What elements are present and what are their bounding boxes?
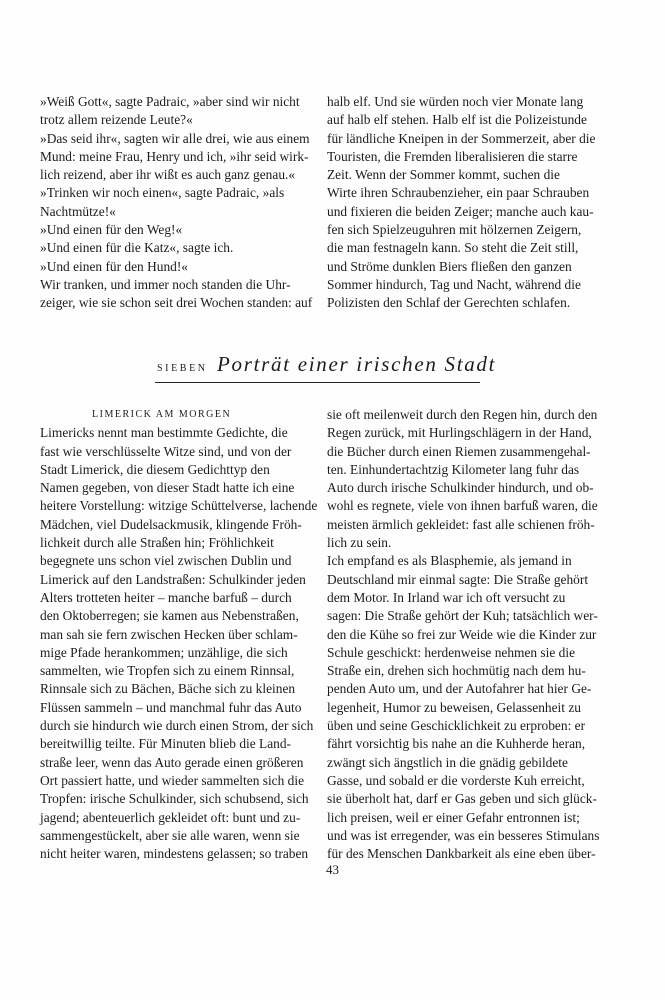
text-line: ten. Einhundertachtzig Kilometer lang fuhr das bbox=[327, 461, 580, 477]
text-line: Wir tranken, und immer noch standen die Uhr- bbox=[40, 276, 291, 292]
text-line: Rinnsale sich zu Bächen, Bäche sich zu kleinen bbox=[40, 681, 296, 697]
text-line: sie überholt hat, darf er Gas geben und sich glück- bbox=[327, 791, 597, 807]
text-line: und was ist erregender, was ein besseres Stimulans bbox=[327, 827, 600, 843]
text-line: wohl es regnete, viele von ihnen barfuß waren, die bbox=[327, 498, 598, 514]
text-line: halb elf. Und sie würden noch vier Monate lang bbox=[327, 94, 584, 109]
text-line: penden Auto um, und der Autofahrer hat hier Ge- bbox=[327, 681, 592, 697]
text-line: »Weiß Gott«, sagte Padraic, »aber sind wir nicht bbox=[40, 94, 300, 109]
text-line: Alters trotteten heiter – manche barfuß – durch bbox=[40, 589, 292, 605]
text-line: mige Pfade herankommen; unzählige, die sich bbox=[40, 644, 288, 660]
text-line: nicht heiter waren, mindestens gelassen; so traben bbox=[40, 846, 309, 862]
text-line: dem Motor. In Irland war ich oft versucht zu bbox=[327, 589, 566, 605]
text-line: »Trinken wir noch einen«, sagte Padraic, »als bbox=[40, 185, 285, 201]
text-line: »Das seid ihr«, sagten wir alle drei, wie aus einem bbox=[40, 130, 310, 146]
text-line: lich zu sein. bbox=[327, 535, 392, 551]
text-line: für des Menschen Dankbarkeit als eine eben über- bbox=[327, 846, 596, 862]
text-line: sammengestückelt, aber sie alle waren, wenn sie bbox=[40, 827, 300, 843]
chapter-number: SIEBEN bbox=[157, 363, 208, 374]
page-number: 43 bbox=[326, 862, 339, 877]
chapter-title: Porträt einer irischen Stadt bbox=[217, 352, 497, 376]
text-line: jagend; abenteuerlich gekleidet oft: bunt und zu- bbox=[40, 809, 301, 825]
text-line: die Bücher durch einen Riemen zusammengehal- bbox=[327, 443, 591, 459]
text-line: zwängt sich ängstlich in die gnädig gebildete bbox=[327, 754, 568, 770]
text-line: Auto durch irische Schulkinder hindurch, und ob- bbox=[327, 480, 594, 496]
text-line: üben und seine Geschicklichkeit zu erproben: er bbox=[327, 718, 586, 734]
text-line: Stadt Limerick, die diesem Gedichttyp den bbox=[40, 461, 270, 477]
text-line: sammelten, wie Tropfen sich zu einem Rinnsal, bbox=[40, 663, 295, 679]
text-line: Sommer hindurch, Tag und Nacht, während die bbox=[327, 276, 581, 292]
text-line: sie oft meilenweit durch den Regen hin, durch den bbox=[327, 407, 598, 422]
chapter-heading bbox=[155, 352, 497, 383]
text-line: Flüssen sammeln – und manchmal fuhr das Auto bbox=[40, 699, 302, 715]
text-line: legenheit, Humor zu beweisen, Gelassenheit zu bbox=[327, 699, 581, 715]
text-line: fast wie verschlüsselte Witze sind, und von der bbox=[40, 443, 292, 459]
text-line: Mund: meine Frau, Henry und ich, »ihr seid wirk- bbox=[40, 148, 309, 164]
text-line: straße leer, wenn das Auto gerade einen größeren bbox=[40, 754, 304, 770]
text-line: Limericks nennt man bestimmte Gedichte, die bbox=[40, 425, 288, 441]
text-line: die man festnageln kann. So steht die Zeit still, bbox=[327, 240, 579, 256]
text-line: Regen zurück, mit Hurlingschlägern in der Hand, bbox=[327, 425, 592, 441]
text-line: Zeit. Wenn der Sommer kommt, suchen die bbox=[327, 167, 560, 183]
text-line: bereitwillig teilte. Für Minuten blieb die Land- bbox=[40, 736, 292, 752]
text-line: fen sich Spielzeuguhren mit hölzernen Zeigern, bbox=[327, 222, 582, 238]
text-line: sagen: Die Straße gehört der Kuh; tatsächlich wer- bbox=[327, 608, 598, 624]
bottom-left-body bbox=[40, 424, 318, 863]
text-line: für ländliche Kneipen in der Sommerzeit, aber die bbox=[327, 130, 596, 146]
text-line: »Und einen für den Hund!« bbox=[40, 258, 189, 274]
text-line: und Ströme dunklen Biers fließen den ganzen bbox=[327, 258, 572, 274]
top-right-column bbox=[327, 93, 599, 313]
text-line: auf halb elf stehen. Halb elf ist die Polizeistunde bbox=[327, 112, 587, 128]
text-line: Schule geschickt: herdenweise nehmen sie die bbox=[327, 644, 576, 660]
text-line: lich reizend, aber ihr wißt es auch ganz genau.« bbox=[40, 167, 296, 183]
top-left-column bbox=[40, 93, 312, 313]
text-line: Namen gegeben, von dieser Stadt hatte ich eine bbox=[40, 480, 295, 496]
text-line: Ich empfand es als Blasphemie, als jemand in bbox=[327, 553, 572, 569]
bottom-left-column bbox=[40, 406, 318, 863]
text-line: den die Kühe so frei zur Weide wie die Kinder zur bbox=[327, 626, 597, 642]
text-line: Gasse, und sobald er die vorderste Kuh erreicht, bbox=[327, 772, 585, 788]
text-line: und fixieren die beiden Zeiger; manche auch kau- bbox=[327, 203, 594, 219]
text-line: den Oktoberregen; sie kamen aus Nebenstraßen, bbox=[40, 608, 299, 624]
text-line: Touristen, die Fremden liberalisieren die starre bbox=[327, 148, 578, 164]
section-heading: LIMERICK AM MORGEN bbox=[92, 409, 232, 420]
text-line: »Und einen für die Katz«, sagte ich. bbox=[40, 240, 234, 256]
text-line: meisten ärmlich gekleidet: fast alle schienen fröh- bbox=[327, 516, 595, 532]
bottom-right-column bbox=[327, 406, 599, 863]
text-line: »Und einen für den Weg!« bbox=[40, 222, 183, 238]
text-line: Wirte ihren Schraubenzieher, ein paar Schrauben bbox=[327, 185, 590, 201]
text-line: Nachtmütze!« bbox=[40, 203, 116, 219]
text-line: Mädchen, viel Dudelsackmusik, klingende Fröh- bbox=[40, 516, 302, 532]
text-line: begegnete uns schon viel zwischen Dublin und bbox=[40, 553, 292, 569]
text-line: Tropfen: irische Schulkinder, sich schubsend, sich bbox=[40, 791, 309, 807]
text-line: durch sie hindurch wie durch einen Strom, der sich bbox=[40, 718, 314, 734]
text-line: man sah sie fern zwischen Hecken über schlam- bbox=[40, 626, 298, 642]
text-line: trotz allem reizende Leute?« bbox=[40, 112, 193, 128]
text-line: Straße ein, drehen sich hochmütig nach dem hu- bbox=[327, 663, 586, 679]
text-line: heitere Vorstellung: witzige Schüttelverse, lachende bbox=[40, 498, 318, 514]
text-line: zeiger, wie sie schon seit drei Wochen standen: auf bbox=[40, 295, 313, 311]
text-line: fährt vorsichtig bis nahe an die Kuhherde heran, bbox=[327, 736, 586, 752]
text-line: Limerick auf den Landstraßen: Schulkinder jeden bbox=[40, 571, 306, 587]
text-line: Deutschland mir einmal sagte: Die Straße gehört bbox=[327, 571, 589, 587]
text-line: lichkeit durch alle Straßen hin; Fröhlichkeit bbox=[40, 535, 274, 551]
text-line: lich preisen, weil er einer Gefahr entronnen ist; bbox=[327, 809, 580, 825]
text-line: Polizisten den Schlaf der Gerechten schlafen. bbox=[327, 295, 571, 311]
text-line: Ort passiert hatte, und wieder sammelten sich die bbox=[40, 772, 305, 788]
